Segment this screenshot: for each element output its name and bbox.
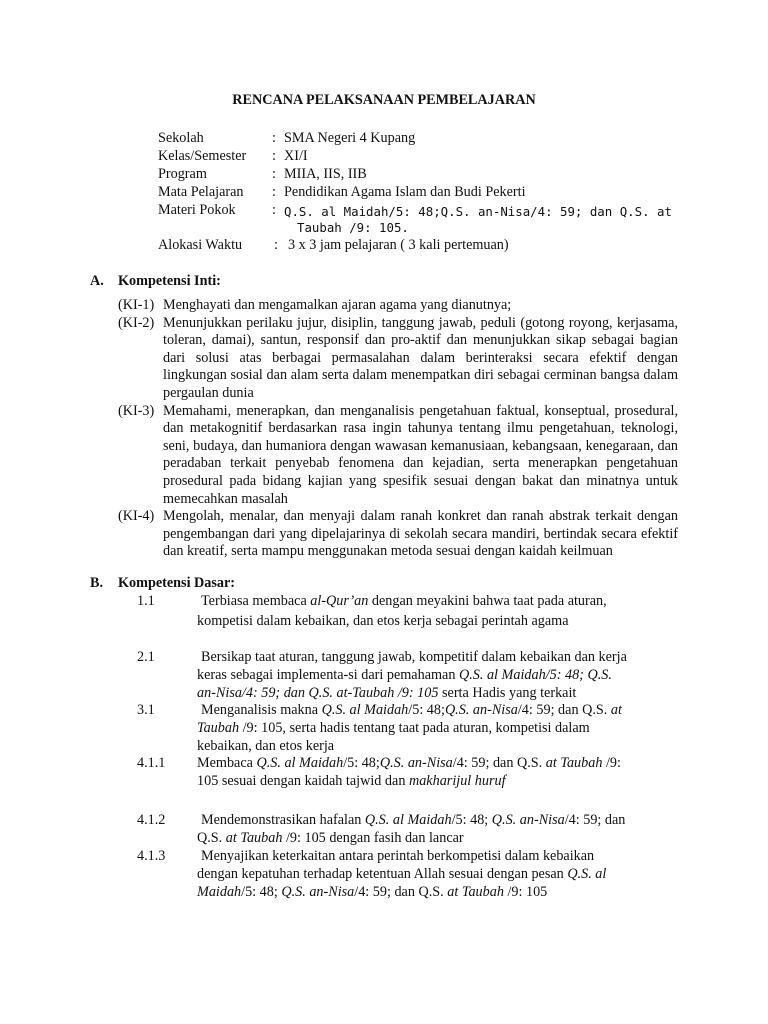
label-materi: Materi Pokok xyxy=(158,202,236,218)
sep: : xyxy=(272,166,276,182)
kd-text-line: Maidah/5: 48; Q.S. an-Nisa/4: 59; dan Q.S. at Taubah /9: 105 xyxy=(197,884,548,900)
sep: : xyxy=(272,130,276,146)
kd-text-line: Bersikap taat aturan, tanggung jawab, kompetitif dalam kebaikan dan kerja xyxy=(201,649,627,665)
label-program: Program xyxy=(158,166,207,182)
kd-number: 2.1 xyxy=(137,649,155,665)
section-b-heading: Kompetensi Dasar: xyxy=(118,575,236,591)
ki-list xyxy=(118,297,678,561)
ki-text: Mengolah, menalar, dan menyaji dalam ranah konkret dan ranah abstrak terkait dengan pengembangan dari yang dipelajarinya di sekolah secara mandiri, bertindak secara efektif dan kreatif, serta mampu menggunakan metoda sesuai dengan kaidah keilmuan xyxy=(163,508,678,560)
sep: : xyxy=(272,184,276,200)
label-mapel: Mata Pelajaran xyxy=(158,184,244,200)
kd-number: 3.1 xyxy=(137,702,155,718)
document-title: RENCANA PELAKSANAAN PEMBELAJARAN xyxy=(232,92,536,108)
label-alokasi: Alokasi Waktu xyxy=(158,237,243,253)
value-sekolah: SMA Negeri 4 Kupang xyxy=(284,130,416,146)
kd-text-line: kompetisi dalam kebaikan, dan etos kerja sebagai perintah agama xyxy=(197,613,569,629)
kd-text-line: Mendemonstrasikan hafalan Q.S. al Maidah/5: 48; Q.S. an-Nisa/4: 59; dan xyxy=(201,812,626,828)
value-materi-line2: Taubah /9: 105. xyxy=(297,220,409,235)
kd-text-line: Menganalisis makna Q.S. al Maidah/5: 48;Q.S. an-Nisa/4: 59; dan Q.S. at xyxy=(201,702,622,718)
value-alokasi: 3 x 3 jam pelajaran ( 3 kali pertemuan) xyxy=(288,237,509,253)
section-a-heading: Kompetensi Inti: xyxy=(118,273,221,289)
section-b-letter: B. xyxy=(90,575,104,591)
ki-code: (KI-3) xyxy=(118,402,155,419)
ki-item xyxy=(118,403,678,509)
value-kelas: XI/I xyxy=(284,148,308,164)
label-kelas: Kelas/Semester xyxy=(158,148,247,164)
ki-text: Menunjukkan perilaku jujur, disiplin, tanggung jawab, peduli (gotong royong, kerjasama, toleran, damai), santun, responsif dan pro-aktif dan menunjukkan sikap sebagai bagian dari solusi atas berbagai permasalahan dalam berinteraksi secara efektif dengan lingkungan sosial dan alam serta dalam menempatkan diri sebagai cerminan bangsa dalam pergaulan dunia xyxy=(163,314,678,401)
kd-text-line: kebaikan, dan etos kerja xyxy=(197,738,335,754)
value-materi-line1: Q.S. al Maidah/5: 48;Q.S. an-Nisa/4: 59; dan Q.S. at xyxy=(284,204,672,219)
ki-item xyxy=(118,508,678,561)
sep: : xyxy=(274,237,278,253)
kd-text-line: Q.S. at Taubah /9: 105 dengan fasih dan lancar xyxy=(197,830,464,846)
ki-code: (KI-1) xyxy=(118,297,155,313)
ki-code: (KI-4) xyxy=(118,508,155,525)
value-program: MIIA, IIS, IIB xyxy=(284,166,367,182)
kd-text-line: Taubah /9: 105, serta hadis tentang taat pada aturan, kompetisi dalam xyxy=(197,720,590,736)
kd-text-line: Terbiasa membaca al-Qur’an dengan meyakini bahwa taat pada aturan, xyxy=(201,593,607,609)
ki-item xyxy=(118,315,678,403)
label-sekolah: Sekolah xyxy=(158,130,204,146)
kd-text-line: Membaca Q.S. al Maidah/5: 48;Q.S. an-Nisa/4: 59; dan Q.S. at Taubah /9: xyxy=(197,755,621,771)
value-mapel: Pendidikan Agama Islam dan Budi Pekerti xyxy=(284,184,526,200)
kd-text-line: dengan kepatuhan terhadap ketentuan Allah sesuai dengan pesan Q.S. al xyxy=(197,866,607,882)
sep: : xyxy=(272,202,276,218)
kd-number: 4.1.2 xyxy=(137,812,166,828)
sep: : xyxy=(272,148,276,164)
kd-number: 4.1.3 xyxy=(137,848,166,864)
ki-text: Menghayati dan mengamalkan ajaran agama yang dianutnya; xyxy=(163,297,512,313)
kd-text-line: an-Nisa/4: 59; dan Q.S. at-Taubah /9: 105 serta Hadis yang terkait xyxy=(197,685,577,701)
ki-code: (KI-2) xyxy=(118,314,155,331)
kd-number: 4.1.1 xyxy=(137,755,166,771)
kd-text-line: keras sebagai implementa-si dari pemahaman Q.S. al Maidah/5: 48; Q.S. xyxy=(197,667,612,683)
kd-text-line: Menyajikan keterkaitan antara perintah berkompetisi dalam kebaikan xyxy=(201,848,595,864)
ki-item xyxy=(118,297,678,315)
kd-number: 1.1 xyxy=(137,593,155,609)
kd-text-line: 105 sesuai dengan kaidah tajwid dan makharijul huruf xyxy=(197,773,506,789)
ki-text: Memahami, menerapkan, dan menganalisis pengetahuan faktual, konseptual, prosedural, dan metakognitif berdasarkan rasa ingin tahunya tentang ilmu pengetahuan, teknologi, seni, budaya, dan humaniora dengan wawasan kemanusiaan, kebangsaan, kenegaraan, dan peradaban terkait penyebab fenomena dan kejadian, serta menerapkan pengetahuan prosedural pada bidang kajian yang spesifik sesuai dengan bakat dan minatnya untuk memecahkan masalah xyxy=(163,402,678,507)
section-a-letter: A. xyxy=(90,273,104,289)
